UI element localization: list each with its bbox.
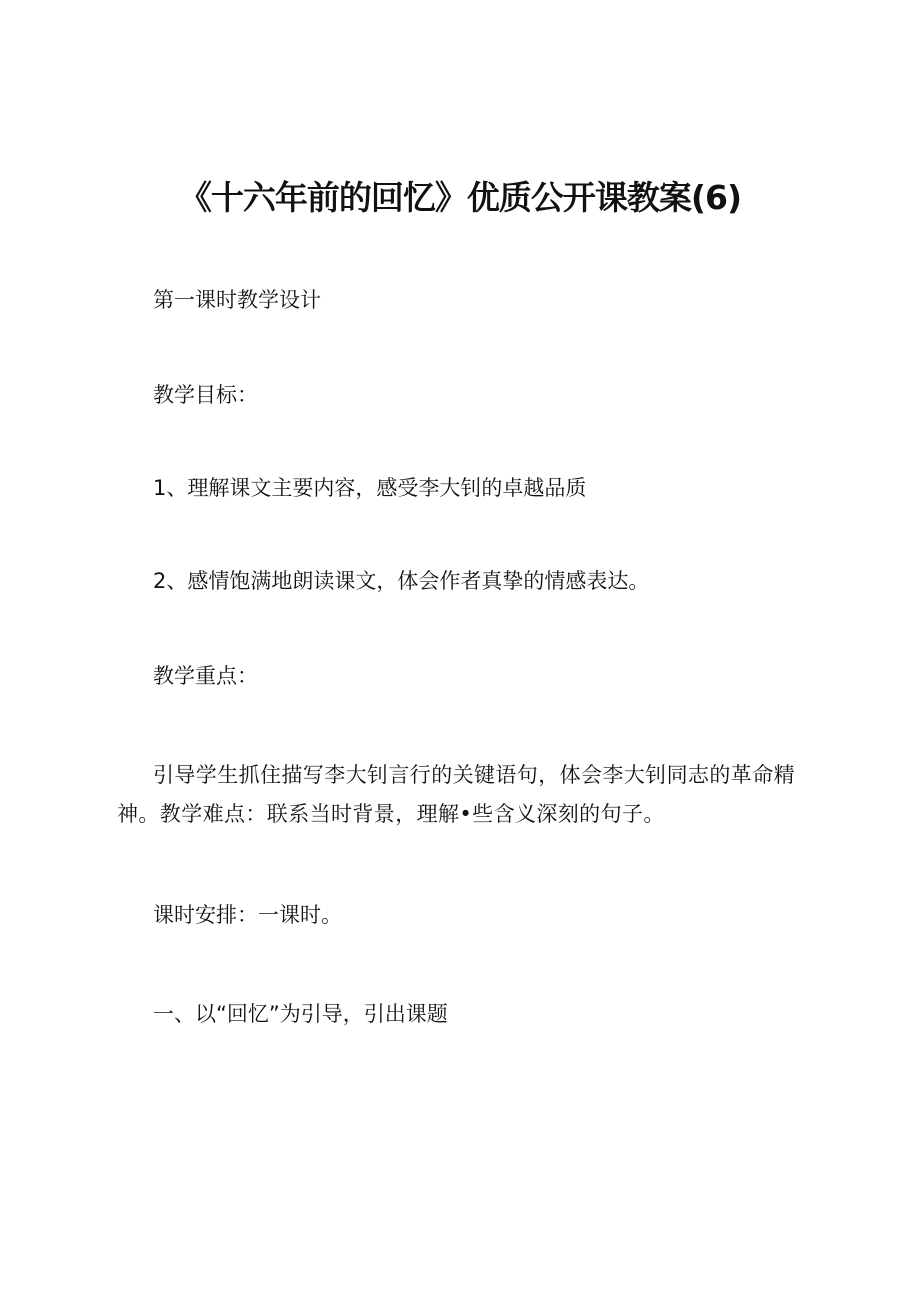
lesson-heading: 第一课时教学设计 <box>153 288 321 312</box>
class-schedule-paragraph: 课时安排：一课时。 <box>153 903 342 927</box>
document-title: 《十六年前的回忆》优质公开课教案(6) <box>178 178 742 217</box>
teaching-goal-item-1: 1、理解课文主要内容，感受李大钊的卓越品质 <box>153 476 587 500</box>
section-1-heading: 一、以“回忆”为引导，引出课题 <box>153 1002 448 1026</box>
teaching-focus-paragraph: 引导学生抓住描写李大钊言行的关键语句，体会李大钊同志的革命精神。教学难点：联系当时背景，理解•些含义深刻的句子。 <box>117 763 795 826</box>
teaching-focus-heading: 教学重点： <box>153 664 258 688</box>
teaching-goals-heading: 教学目标： <box>153 383 258 407</box>
teaching-goal-item-2: 2、感情饱满地朗读课文，体会作者真挚的情感表达。 <box>153 569 650 593</box>
